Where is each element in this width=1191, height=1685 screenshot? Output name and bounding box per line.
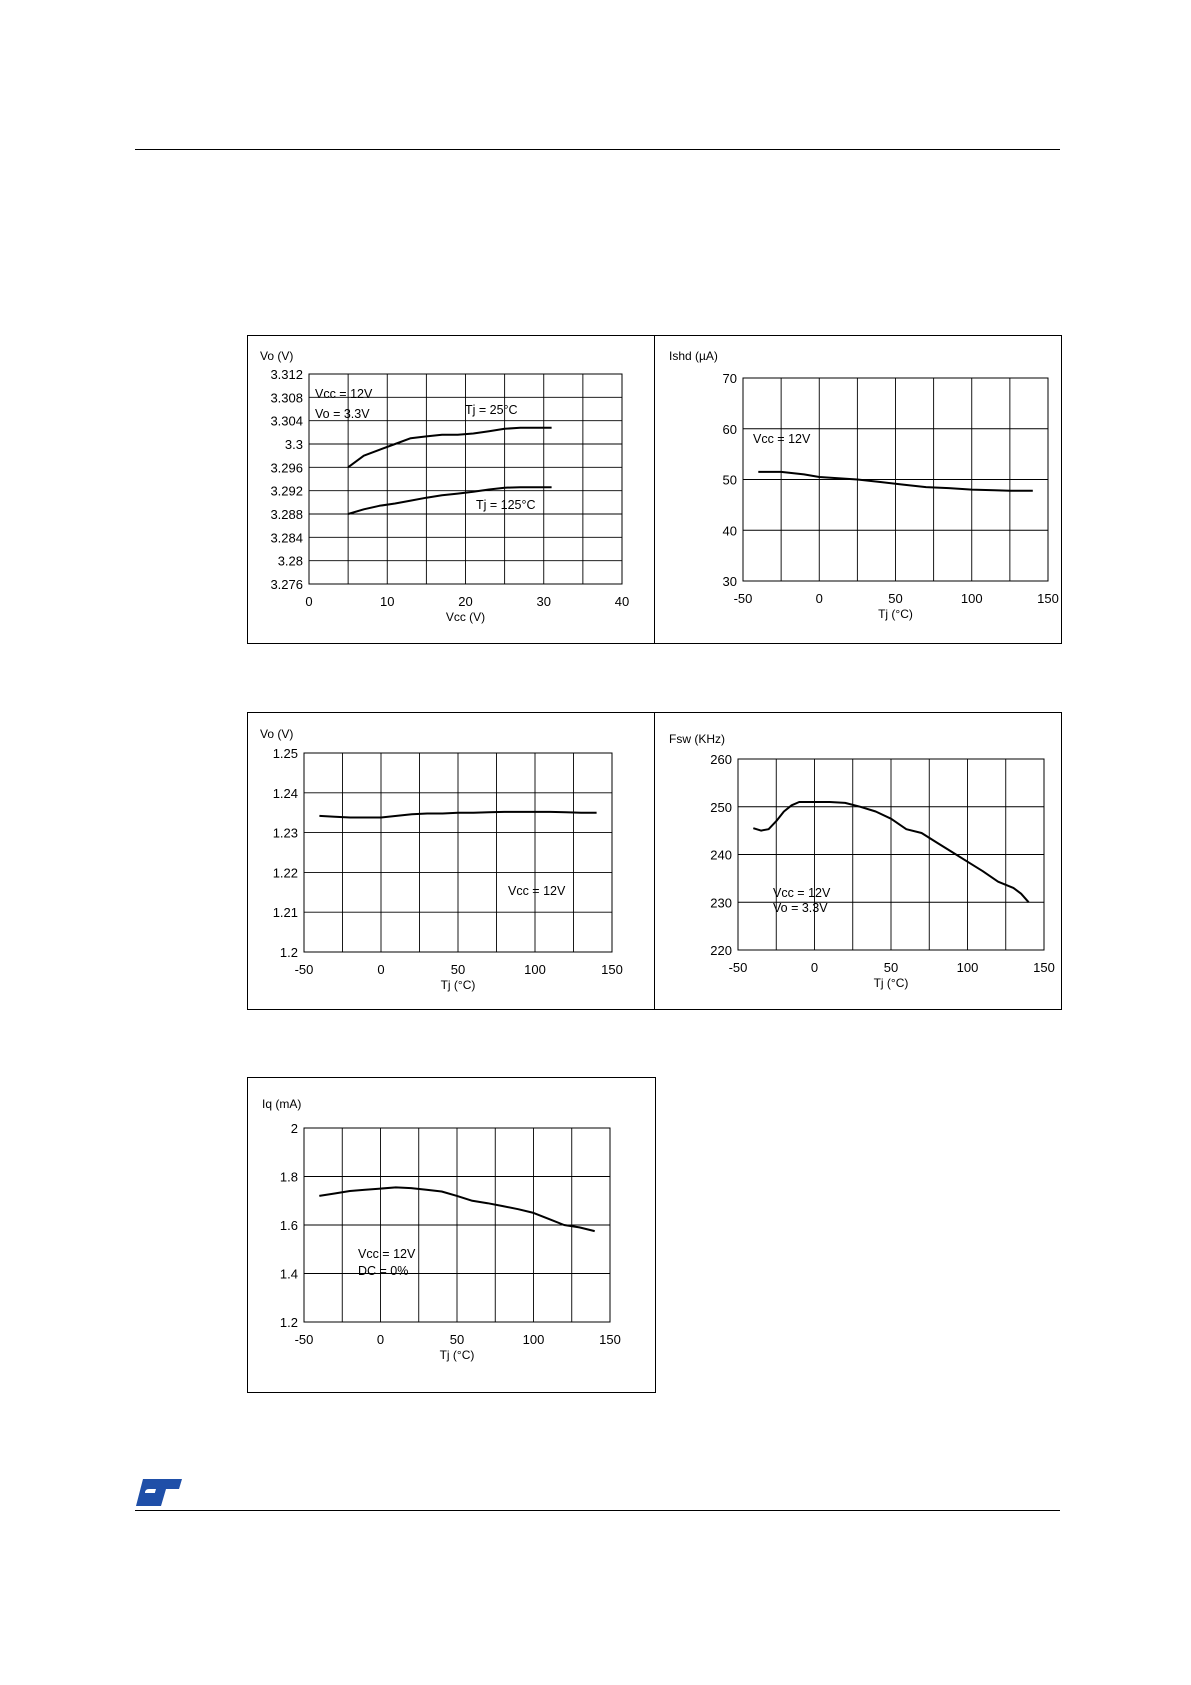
- y-axis-label: Iq (mA): [262, 1097, 302, 1111]
- x-tick-label: 0: [810, 960, 819, 975]
- condition-annotation: Vcc = 12V: [508, 884, 566, 898]
- x-tick-label: 0: [305, 594, 313, 609]
- x-tick-label: 40: [614, 594, 630, 609]
- y-tick-label: 3.28: [277, 553, 303, 569]
- y-tick-label: 3.284: [270, 530, 303, 546]
- footer-rule: [135, 1510, 1060, 1511]
- series-label: Tj = 125°C: [476, 498, 536, 512]
- y-tick-label: 1.6: [279, 1218, 298, 1233]
- x-tick-label: -50: [728, 960, 748, 975]
- y-axis-label: Ishd (µA): [669, 349, 718, 363]
- y-axis-label: Vo (V): [260, 727, 294, 741]
- condition-annotation: Vcc = 12V: [315, 387, 373, 401]
- chart-iq-vs-tj: [248, 1078, 657, 1394]
- x-axis-label: Vcc (V): [445, 610, 486, 624]
- chart-panel-ishd-vs-tj: [654, 335, 1062, 644]
- condition-annotation: Vo = 3.3V: [315, 407, 370, 421]
- x-axis-label: Tj (°C): [878, 607, 913, 621]
- x-tick-label: 0: [377, 962, 385, 977]
- y-tick-label: 1.2: [279, 945, 298, 960]
- y-tick-label: 30: [722, 574, 737, 589]
- grid: [304, 753, 612, 952]
- x-tick-label: 150: [601, 962, 623, 977]
- y-axis-label: Fsw (KHz): [669, 732, 725, 746]
- y-tick-label: 1.21: [272, 905, 298, 921]
- chart-panel-vo-vs-tj: [247, 712, 656, 1010]
- y-tick-label: 3.296: [270, 460, 303, 476]
- condition-annotation: Vcc = 12V: [773, 886, 831, 900]
- y-tick-label: 230: [710, 895, 732, 911]
- chart-panel-iq-vs-tj: [247, 1077, 656, 1393]
- y-tick-label: 70: [722, 371, 737, 386]
- series-label: Tj = 25°C: [465, 403, 518, 417]
- x-tick-label: -50: [733, 591, 753, 606]
- x-tick-label: 30: [536, 594, 551, 609]
- y-tick-label: 1.4: [279, 1266, 298, 1282]
- y-tick-label: 1.25: [272, 746, 298, 761]
- x-tick-label: 50: [449, 1332, 465, 1347]
- x-axis-label: Tj (°C): [439, 1348, 475, 1362]
- grid: [743, 378, 1048, 581]
- chart-vo-vs-tj: [248, 713, 657, 1011]
- x-tick-label: 150: [1033, 960, 1055, 975]
- y-tick-label: 60: [722, 421, 737, 437]
- chart-panel-fsw-vs-tj: [654, 712, 1062, 1010]
- y-tick-label: 1.8: [279, 1169, 298, 1185]
- y-tick-label: 50: [722, 472, 737, 488]
- y-tick-label: 1.22: [272, 865, 298, 881]
- x-tick-label: 0: [815, 591, 823, 606]
- x-tick-label: 100: [522, 1332, 545, 1347]
- condition-annotation: DC = 0%: [358, 1264, 409, 1278]
- x-tick-label: 0: [376, 1332, 385, 1347]
- chart-vo-vs-vcc: [248, 336, 657, 645]
- chart-ishd-vs-tj: [655, 336, 1063, 645]
- header-rule: [135, 149, 1060, 150]
- x-tick-label: 100: [960, 591, 983, 606]
- y-tick-label: 1.23: [272, 825, 298, 841]
- y-tick-label: 3.3: [284, 437, 303, 452]
- y-tick-label: 3.292: [270, 483, 303, 499]
- y-tick-label: 3.304: [270, 413, 303, 429]
- x-tick-label: 100: [956, 960, 979, 975]
- condition-annotation: Vo = 3.3V: [773, 901, 828, 915]
- x-axis-label: Tj (°C): [440, 978, 476, 992]
- x-tick-label: 50: [883, 960, 899, 975]
- x-tick-label: -50: [294, 962, 314, 977]
- chart-panel-vo-vs-vcc: [247, 335, 656, 644]
- y-tick-label: 240: [710, 847, 732, 863]
- y-tick-label: 1.24: [272, 785, 298, 801]
- condition-annotation: Vcc = 12V: [753, 432, 811, 446]
- y-tick-label: 2: [290, 1121, 298, 1136]
- grid: [738, 759, 1044, 950]
- y-tick-label: 220: [710, 943, 732, 958]
- x-tick-label: -50: [294, 1332, 314, 1347]
- x-tick-label: 10: [380, 594, 395, 609]
- condition-annotation: Vcc = 12V: [358, 1247, 416, 1261]
- y-tick-label: 3.276: [270, 577, 303, 592]
- y-tick-label: 1.2: [279, 1315, 298, 1330]
- x-tick-label: 150: [1037, 591, 1059, 606]
- y-tick-label: 40: [722, 523, 737, 539]
- x-tick-label: 150: [599, 1332, 621, 1347]
- x-tick-label: 50: [888, 591, 903, 606]
- y-tick-label: 3.308: [270, 390, 303, 406]
- y-tick-label: 3.312: [270, 367, 303, 382]
- y-tick-label: 3.288: [270, 507, 303, 522]
- y-tick-label: 260: [710, 752, 732, 767]
- series-line: [348, 428, 551, 468]
- x-axis-label: Tj (°C): [873, 976, 909, 990]
- chart-fsw-vs-tj: [655, 713, 1063, 1011]
- st-logo-icon: [133, 1475, 185, 1509]
- x-tick-label: 100: [524, 962, 546, 977]
- y-tick-label: 250: [710, 799, 732, 815]
- y-axis-label: Vo (V): [260, 349, 294, 363]
- x-tick-label: 50: [450, 962, 466, 977]
- x-tick-label: 20: [458, 594, 473, 609]
